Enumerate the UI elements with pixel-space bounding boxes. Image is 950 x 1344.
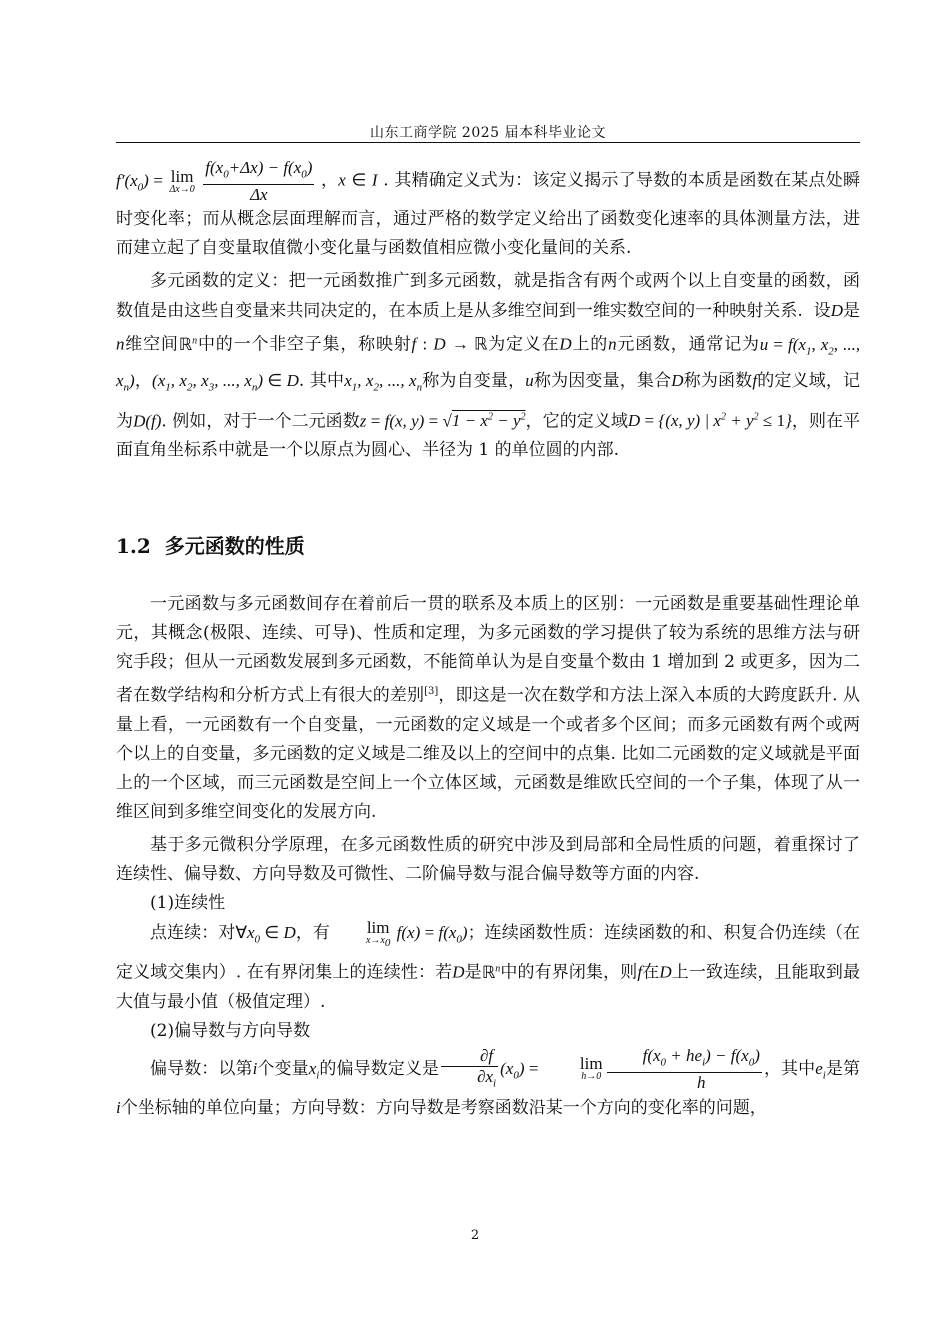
text-fragment: ，其中 xyxy=(763,1058,816,1079)
text-fragment: 称为因变量，集合 xyxy=(533,371,672,392)
text-fragment: ，它的定义域 xyxy=(525,411,628,432)
text-fragment: 的偏导数定义是 xyxy=(319,1058,440,1079)
section-heading xyxy=(116,530,305,559)
paragraph-properties-intro: 基于多元微积分学原理，在多元函数性质的研究中涉及到局部和全局性质的问题，着重探讨了连续性、偏导数、方向导数及可微性、二阶偏导数与混合偏导数等方面的内容. xyxy=(116,834,860,884)
page-number: 2 xyxy=(470,1228,480,1243)
text-fragment: . 其中 xyxy=(298,371,345,392)
body-block-2 xyxy=(116,590,860,1123)
text-fragment: 在 xyxy=(642,962,660,983)
text-fragment: 为定义在 xyxy=(487,335,560,356)
text-fragment: ，即这是一次在数学和方法上深入本质的大跨度跃升. 从量上看，一元函数有一个自变量，一元函数的定义域是一个或者多个区间；而多元函数有两个或两个以上的自变量，多元函数的定义域是二维及以上的空间中的点集. 比如二元函数的定义域就是平面上的一个区域，而三元函数是空间上一个立体区域，元函数是维欧氏空间的一个子集，体现了从一维区间到多维空间变化的发展方向. xyxy=(116,685,861,822)
text-fragment: 维空间 xyxy=(124,335,179,356)
text-fragment: . 例如，对于一个二元函数 xyxy=(161,411,360,432)
item-partial-derivative-title: (2)偏导数与方向导数 xyxy=(150,1020,311,1041)
text-fragment: 个变量 xyxy=(257,1058,309,1079)
paragraph-comparison xyxy=(116,590,860,827)
text-fragment: 是 xyxy=(464,962,482,983)
section-title: 多元函数的性质 xyxy=(164,534,305,558)
text-fragment: ，则在平面直角坐标系中就是一个以原点为圆心、半径为 1 的单位圆的内部. xyxy=(116,411,861,461)
text-fragment: 称为自变量， xyxy=(422,371,526,392)
text-fragment: 是第 xyxy=(825,1058,861,1079)
text-fragment: 的定义域，记为 xyxy=(116,371,861,432)
paragraph-derivative: $f'(x_0)$ = lim Δx→0 $\frac{f(x_0+\Delta x) - f(x_0)}{\Delta x}$ ，x ∈ I . 其精确定义式为：该定义揭示了导数的本质是函数在某点处瞬时变化率；而从概念层面理解而言，通过严格的数学定义给出了函数变化速率的具体测量方法，进而建立起了自变量取值微小变化量与函数值相应微小变化量间的关系. xyxy=(116,158,861,259)
running-header: 山东工商学院 2025 届本科毕业论文 xyxy=(369,125,607,141)
text-fragment: 上的 xyxy=(571,335,609,356)
text-fragment: 一元函数与多元函数间存在着前后一贯的联系及本质上的区别：一元函数是重要基础性理论单元，其概念(极限、连续、可导)、性质和定理，为多元函数的学习提供了较为系统的思维方法与研究手段；但从一元函数发展到多元函数，不能简单认为是自变量个数由 1 增加到 2 或更多，因为二者在数学结构和分析方式上有很大的差别 xyxy=(116,594,860,706)
text-fragment: 设 xyxy=(813,301,831,322)
paragraph-continuity: 点连续：对$\forall x_0$ ∈ D，有 lim $x\to x_0$ $f(x) = f(x_0)$；连续函数性质：连续函数的和、积复合仍连续（在定义域交集内）. 在有界闭集上的连续性：若D是ℝ$^n$中的有界闭集，则f在D上一致连续，且能取到最大值与最小值（极值定理）. xyxy=(116,917,861,1012)
text-fragment: 是 xyxy=(842,301,861,322)
item-continuity-title: (1)连续性 xyxy=(150,892,226,913)
text-fragment: 中的有界闭集，则 xyxy=(500,962,638,983)
text-fragment: 偏导数：以第 xyxy=(150,1058,253,1079)
text-fragment: 上一致连续，且能取到最大值与最小值（极值定理）. xyxy=(116,962,861,1012)
text-fragment: 元函数，通常记为 xyxy=(616,335,760,356)
text-fragment: 中的一个非空子集，称映射 xyxy=(197,335,412,356)
formula-derivative: $f'(x_0)$ = lim Δx→0 $\frac{f(x_0+\Delta x) - f(x_0)}{\Delta x}$ xyxy=(116,158,313,205)
paragraph-multivariate-definition: 多元函数的定义：把一元函数推广到多元函数，就是指含有两个或两个以上自变量的函数，函数值是由这些自变量来共同决定的，在本质上是从多维空间到一维实数空间的一种映射关系. 设D是n维空间ℝ$^n$中的一个非空子集，称映射f : D → ℝ为定义在D上的n元函数，通常记为$u = f(x_1$, $x_2$, ..., $x_n$)，($x_1$, $x_2$, $x_3$, ..., $x_n$) ∈ D. 其中$x_1$, $x_2$, ..., $x_n$称为自变量，u称为因变量，集合D称为函数f的定义域，记为D(f). 例如，对于一个二元函数z = f(x, $y) = √1 - x^2 - y^2$，它的定义域D = {(x, y) | $x^2 + y^2 \le 1$}，则在平面直角坐标系中就是一个以原点为圆心、半径为 1 的单位圆的内部. xyxy=(116,271,861,461)
text-fragment: ，有 xyxy=(295,922,330,943)
text-fragment: 个坐标轴的单位向量；方向导数：方向导数是考察函数沿某一个方向的变化率的问题， xyxy=(120,1098,767,1119)
paragraph-derivative-text: 其精确定义式为：该定义揭示了导数的本质是函数在某点处瞬时变化率；而从概念层面理解而言，通过严格的数学定义给出了函数变化速率的具体测量方法，进而建立起了自变量取值微小变化量与函数值相应微小变化量间的关系. xyxy=(116,170,861,259)
section-number: 1.2 xyxy=(116,534,151,558)
paragraph-partial-derivative: 偏导数：以第i个变量$x_i$的偏导数定义是 $\frac{\partial f}{\partial x_i}$ $(x_0)$ = lim h→0 $\frac{f(x_0 + he_i) - f(x_0)}{h}$ ，其中$e_i$是第i个坐标轴的单位向量；方向导数：方向导数是考察函数沿某一个方向的变化率的问题， xyxy=(116,1045,861,1119)
citation: [3] xyxy=(424,686,439,697)
text-fragment: ；连续函数性质：连续函数的和、积复合仍连续（在定义域交集内）. 在有界闭集上的连续性：若 xyxy=(116,922,861,983)
text-fragment: 点连续：对 xyxy=(150,922,236,943)
header-rule xyxy=(116,142,860,143)
text-fragment: ， xyxy=(134,371,153,392)
body-block-1 xyxy=(116,158,860,465)
definition-text: 多元函数的定义：把一元函数推广到多元函数，就是指含有两个或两个以上自变量的函数，函数值是由这些自变量来共同决定的，在本质上是从多维空间到一维实数空间的一种映射关系. xyxy=(116,271,860,322)
text-fragment: 称为函数 xyxy=(683,371,753,392)
